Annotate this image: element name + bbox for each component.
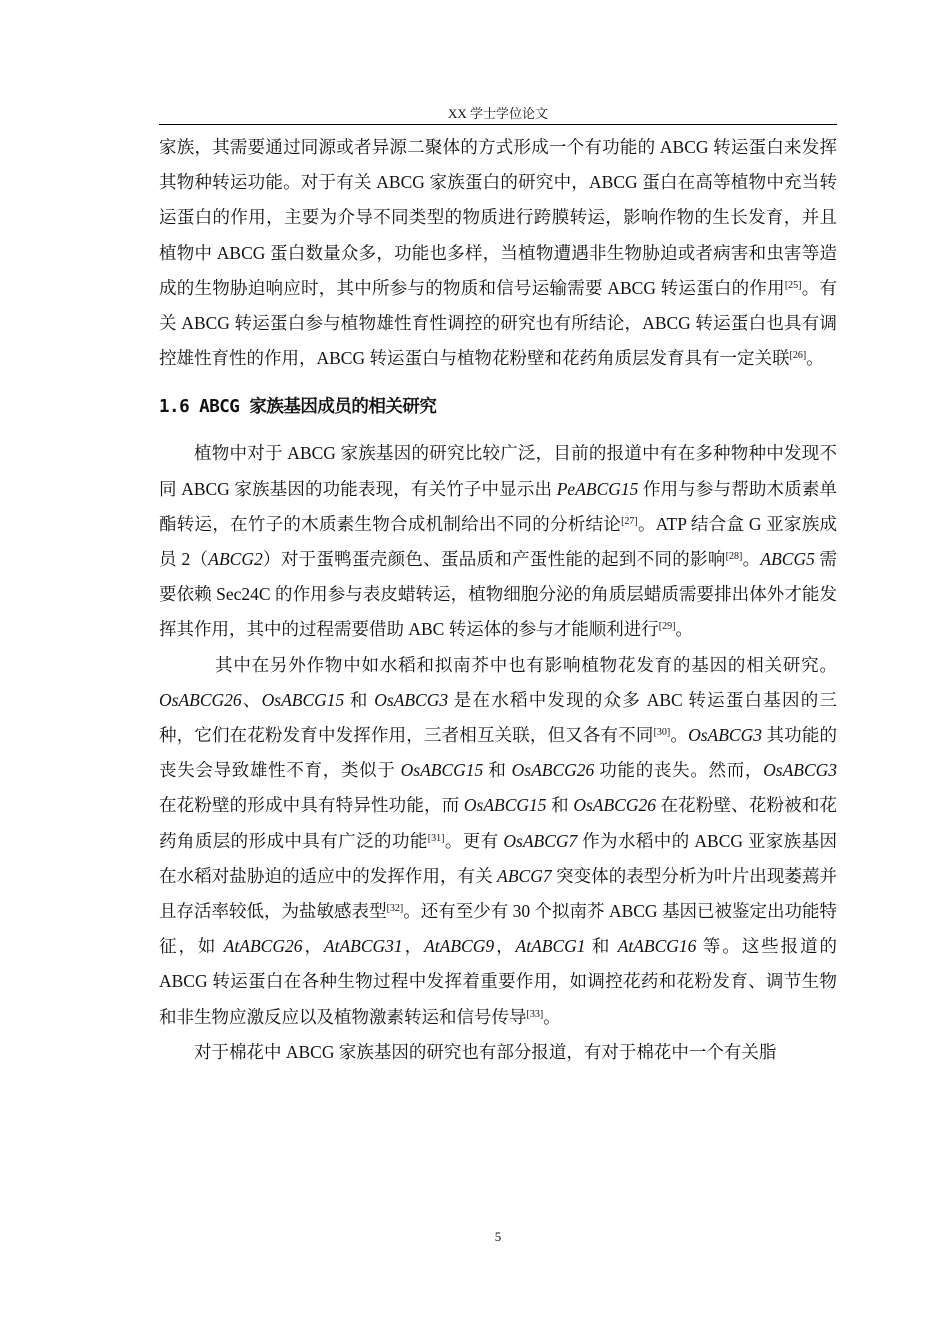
header-rule (159, 124, 837, 125)
text-run: 作为水稻中的 ABCG 亚家族基因在水稻对盐胁迫的适应中的发挥作用，有关 (159, 830, 837, 886)
text-run: 突变体的表型分析为叶片出现萎蔫并且存活率较低，为盐敏感表型 (159, 865, 838, 922)
text-run: 和 (546, 795, 574, 816)
gene-name: AtABCG1 (515, 936, 586, 957)
text-run: 在花粉壁、花粉被和花药角质层的形成中具有广泛的功能 (159, 795, 838, 851)
gene-name: AtABCG31 (323, 936, 403, 957)
gene-name: OsABCG3 (763, 760, 838, 781)
text-run: 。 (543, 1006, 561, 1027)
text-run: 。更有 (444, 830, 504, 851)
citation-ref: [26] (789, 350, 807, 362)
citation-ref: [32] (386, 903, 404, 915)
text-run: ）对于蛋鸭蛋壳颜色、蛋品质和产蛋性能的起到不同的影响 (262, 549, 726, 570)
text-run: 其功能的丧失会导致雄性不育，类似于 (159, 725, 838, 781)
gene-name: OsABCG15 (261, 689, 345, 710)
text-run: 是在水稻中发现的众多 ABC 转运蛋白基因的三种，它们在花粉发育中发挥作用，三者相互关联，但又各有不同 (159, 689, 838, 746)
page-header: XX 学士学位论文 (447, 106, 549, 121)
paragraph (159, 436, 837, 647)
page-body (159, 130, 837, 1070)
gene-name: OsABCG7 (503, 830, 578, 851)
citation-ref: [29] (658, 621, 676, 633)
citation-ref: [30] (653, 727, 671, 739)
text-run: 和 (344, 689, 375, 710)
text-run: 功能的丧失。然而， (594, 760, 764, 781)
text-run: ， (402, 936, 425, 957)
section-heading (159, 393, 837, 421)
text-run: 。 (670, 725, 689, 746)
citation-ref: [31] (427, 832, 445, 844)
text-run: 。有关 ABCG 转运蛋白参与植物雄性育性调控的研究也有所结论，ABCG 转运蛋白也具有调控雄性育性的作用，ABCG 转运蛋白与植物花粉壁和花药角质层发育具有一定关联 (159, 277, 837, 369)
gene-name: OsABCG26 (511, 760, 595, 781)
text-run: 对于棉花中 ABCG 家族基因的研究也有部分报道，有对于棉花中一个有关脂 (194, 1041, 777, 1062)
gene-name: AtABCG9 (424, 936, 495, 957)
paragraph (159, 1035, 837, 1070)
text-run: 。 (675, 619, 693, 640)
text-run: 在花粉壁的形成中具有特异性功能，而 (159, 795, 464, 816)
gene-name: OsABCG3 (688, 725, 762, 746)
text-run: 、 (241, 689, 262, 710)
paragraph (159, 648, 837, 1035)
text-run: ， (494, 936, 516, 957)
gene-name: OsABCG15 (400, 760, 484, 781)
text-run: 和 (483, 760, 512, 781)
text-run: 。 (742, 549, 761, 570)
citation-ref: [28] (725, 551, 743, 563)
text-run: 植物中对于 ABCG 家族基因的研究比较广泛，目前的报道中有在多种物种中发现不同 ABCG 家族基因的功能表现，有关竹子中显示出 (159, 443, 837, 499)
text-run: 。ATP 结合盒 G 亚家族成员 2（ (159, 513, 838, 570)
citation-ref: [33] (526, 1008, 544, 1020)
citation-ref: [25] (784, 279, 802, 291)
text-run: 需要依赖 Sec24C 的作用参与表皮蜡转运，植物细胞分泌的角质层蜡质需要排出体外才能发挥其作用，其中的过程需要借助 ABC 转运体的参与才能顺利进行 (159, 549, 838, 640)
text-run: 。 (806, 348, 824, 369)
citation-ref: [27] (621, 515, 638, 527)
gene-name: OsABCG15 (463, 795, 547, 816)
section-number: 1.6 (159, 397, 190, 418)
text-run: ， (302, 936, 324, 957)
gene-name: ABCG7 (497, 865, 552, 886)
text-run: 作用与参与帮助木质素单酯转运，在竹子的木质素生物合成机制给出不同的分析结论 (159, 478, 838, 534)
text-run: 。还有至少有 30 个拟南芥 ABCG 基因已被鉴定出功能特征，如 (159, 901, 838, 957)
gene-name: AtABCG16 (617, 936, 697, 957)
text-run: 其中在另外作物中如水稻和拟南芥中也有影响植物花发育的基因的相关研究。 (215, 654, 837, 675)
gene-name: AtABCG26 (223, 936, 303, 957)
paragraph-continued (159, 130, 837, 376)
gene-name: OsABCG26 (573, 795, 656, 816)
page-number: 5 (494, 1229, 502, 1244)
gene-name: OsABCG3 (374, 689, 449, 710)
gene-name: ABCG2 (208, 549, 263, 570)
text-run: 家族，其需要通过同源或者异源二聚体的方式形成一个有功能的 ABCG 转运蛋白来发挥其物种转运功能。对于有关 ABCG 家族蛋白的研究中，ABCG 蛋白在高等植物中充当转运蛋白的作用，主要为介导不同类型的物质进行跨膜转运，影响作物的生长发育，并且植物中 ABCG 蛋白数量众多，功能也多样，当植物遭遇非生物胁迫或者病害和虫害等造成的生物胁迫响应时，其中所参与的物质和信号运输需要 ABCG 转运蛋白的作用 (159, 137, 837, 298)
section-title: ABCG 家族基因成员的相关研究 (199, 397, 437, 418)
text-run: 和 (585, 936, 618, 957)
text-run: 等。这些报道的 ABCG 转运蛋白在各种生物过程中发挥着重要作用，如调控花药和花粉发育、调节生物和非生物应激反应以及植物激素转运和信号传导 (159, 936, 838, 1027)
gene-name: ABCG5 (760, 549, 815, 570)
gene-name: PeABCG15 (556, 478, 639, 499)
gene-name: OsABCG26 (159, 689, 242, 710)
